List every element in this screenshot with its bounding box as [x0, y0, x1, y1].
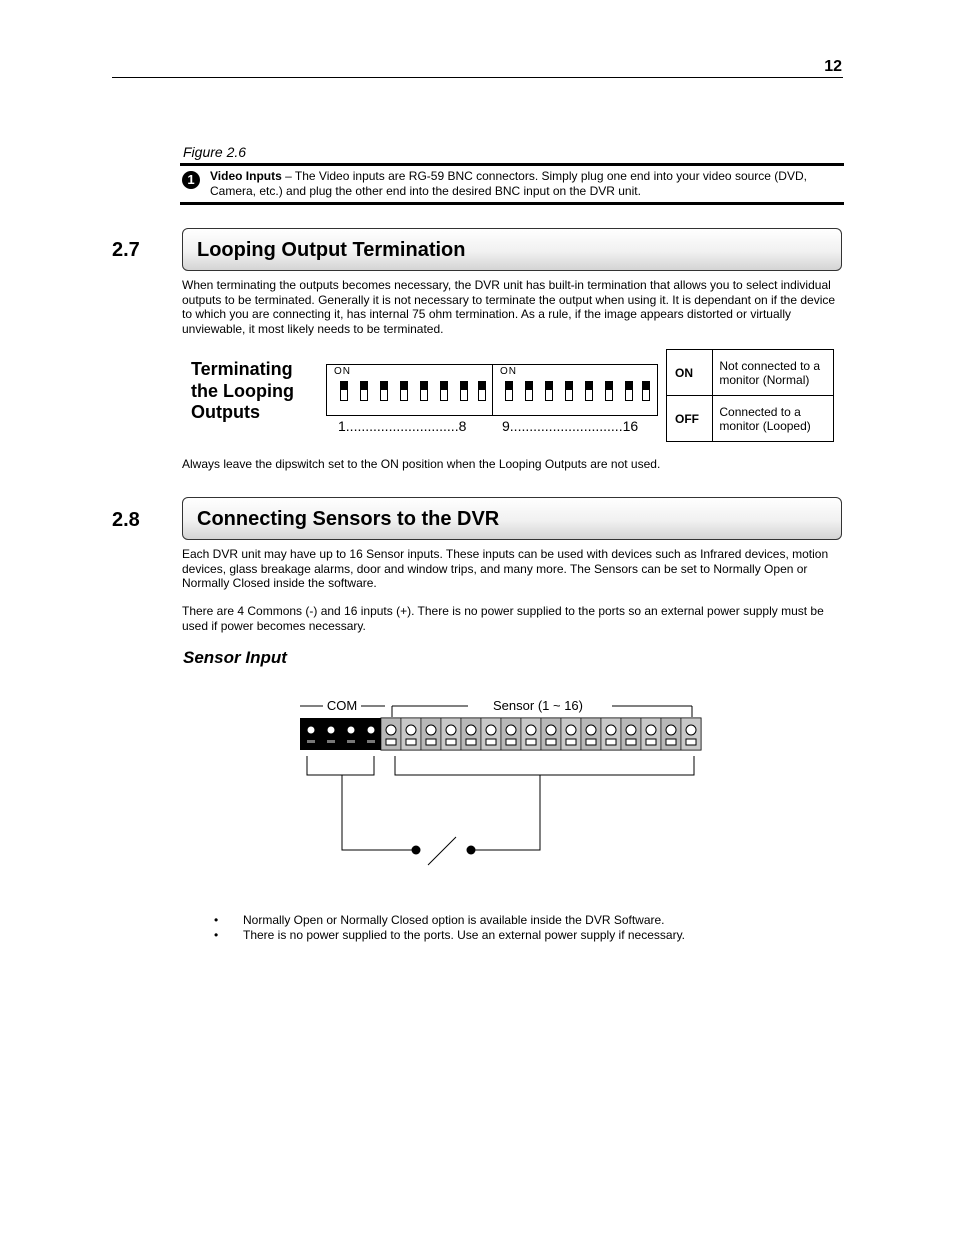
- sensor-terminal-slot: [586, 739, 596, 745]
- dip-switch: [478, 381, 486, 401]
- sensor-underbracket: [395, 756, 694, 775]
- com-terminal-slot: [307, 740, 315, 743]
- dip-on-label: ON: [334, 366, 351, 377]
- dip-switch: [585, 381, 593, 401]
- sensor-terminal-slot: [466, 739, 476, 745]
- terminating-label-line: the Looping: [191, 380, 294, 401]
- bullet-item: • There is no power supplied to the ports. Use an external power supply if necessary.: [214, 928, 685, 943]
- terminating-label-line: Terminating: [191, 359, 293, 379]
- sensor-terminal-slot: [406, 739, 416, 745]
- sensor-terminal-screw: [666, 725, 676, 735]
- dip-switch: [625, 381, 633, 401]
- sensor-terminal-screw: [606, 725, 616, 735]
- sensor-terminal-slot: [526, 739, 536, 745]
- dip-bank-1: [327, 365, 493, 415]
- sensor-terminal-slot: [506, 739, 516, 745]
- dip-switch: [565, 381, 573, 401]
- dip-switch: [505, 381, 513, 401]
- figure-legend-text: [210, 169, 840, 199]
- dip-switch: [360, 381, 368, 401]
- sensor-terminal-screw: [406, 725, 416, 735]
- sensor-terminal-screw: [586, 725, 596, 735]
- dip-switch: [340, 381, 348, 401]
- sensor-terminal-slot: [626, 739, 636, 745]
- dip-bank-2: [493, 365, 657, 415]
- sensor-terminals: [381, 718, 701, 750]
- section-number-27: 2.7: [112, 239, 140, 261]
- sensor-terminal-screw: [646, 725, 656, 735]
- page-number: 12: [824, 58, 842, 75]
- dip-range-right: 9.............................16: [502, 418, 639, 434]
- section-28-paragraph-1: Each DVR unit may have up to 16 Sensor inputs. These inputs can be used with devices such as Infrared devices, motion devices, glass breakage alarms, door and window trips, and many more. The Sensors can be set to Normally Open or Normally Closed inside the software.: [182, 547, 829, 591]
- bullet-list: [214, 913, 685, 943]
- sensor-terminal-slot: [486, 739, 496, 745]
- on-off-value: Connected to a monitor (Looped): [713, 396, 834, 442]
- com-wire: [342, 775, 416, 850]
- section-number-28: 2.8: [112, 509, 140, 531]
- sensor-terminal-screw: [466, 725, 476, 735]
- section-28-paragraph-2: There are 4 Commons (-) and 16 inputs (+). There is no power supplied to the ports so an external power supply must be used if power becomes necessary.: [182, 604, 824, 633]
- section-heading-28: [182, 497, 842, 540]
- dip-switch: [380, 381, 388, 401]
- com-underbracket: [307, 756, 374, 775]
- sensor-terminal-slot: [426, 739, 436, 745]
- dip-switch: [420, 381, 428, 401]
- terminating-label: [191, 359, 294, 424]
- dip-switch: [440, 381, 448, 401]
- sensor-terminal-screw: [546, 725, 556, 735]
- sensor-terminal-slot: [606, 739, 616, 745]
- dip-switch: [460, 381, 468, 401]
- dip-switch-diagram: [326, 364, 658, 416]
- on-off-key: OFF: [667, 396, 713, 442]
- terminating-label-line: Outputs: [191, 402, 260, 422]
- switch-lever-icon: [428, 837, 456, 865]
- sensor-terminal-screw: [386, 725, 396, 735]
- sensor-terminal-slot: [646, 739, 656, 745]
- callout-number-icon: 1: [182, 171, 200, 189]
- section-title-27: Looping Output Termination: [197, 239, 466, 261]
- sensor-terminal-screw: [566, 725, 576, 735]
- sensor-terminal-slot: [666, 739, 676, 745]
- sensor-terminal-slot: [686, 739, 696, 745]
- dip-on-label: ON: [500, 366, 517, 377]
- sensor-terminal-diagram: [296, 690, 708, 872]
- com-terminal-slot: [367, 740, 375, 743]
- sensor-terminal-screw: [626, 725, 636, 735]
- sensor-terminal-screw: [426, 725, 436, 735]
- dipswitch-note: Always leave the dipswitch set to the ON position when the Looping Outputs are not used.: [182, 457, 661, 471]
- on-off-row: [667, 350, 834, 396]
- dip-switch: [642, 381, 650, 401]
- dip-switch: [605, 381, 613, 401]
- sensor-terminal-screw: [526, 725, 536, 735]
- sensor-terminal-screw: [506, 725, 516, 735]
- sensor-terminal-slot: [386, 739, 396, 745]
- on-off-key: ON: [667, 350, 713, 396]
- legend-term: Video Inputs: [210, 169, 282, 183]
- com-terminal-screw: [328, 727, 335, 734]
- bullet-item: • Normally Open or Normally Closed option is available inside the DVR Software.: [214, 913, 685, 928]
- sensor-terminal-slot: [546, 739, 556, 745]
- sensor-terminal-screw: [686, 725, 696, 735]
- dip-switch: [400, 381, 408, 401]
- com-terminal-block: [300, 718, 381, 750]
- header-rule: [112, 77, 843, 78]
- figure-caption: Figure 2.6: [183, 144, 247, 160]
- sensor-terminal-slot: [446, 739, 456, 745]
- figure-legend-box: [180, 163, 844, 205]
- switch-contact-icon: [412, 846, 421, 855]
- dip-range-left: 1.............................8: [338, 418, 467, 434]
- on-off-table: [666, 349, 834, 442]
- sensor-range-label: Sensor (1 ~ 16): [493, 698, 583, 713]
- switch-contact-icon: [467, 846, 476, 855]
- com-terminal-screw: [348, 727, 355, 734]
- com-terminal-screw: [368, 727, 375, 734]
- dip-switch: [525, 381, 533, 401]
- sensor-wire: [471, 775, 540, 850]
- com-terminal-screw: [308, 727, 315, 734]
- com-label: COM: [326, 698, 358, 713]
- section-27-paragraph: When terminating the outputs becomes necessary, the DVR unit has built-in termination that allows you to select individual outputs to be terminated. Generally it is not necessary to terminate the output when using it. It is dependant on if the device to which you are connecting it, has internal 75 ohm termination. As a rule, if the image appears distorted or virtually unviewable, it most likely needs to be terminated.: [182, 278, 836, 336]
- section-heading-27: [182, 228, 842, 271]
- sensor-terminal-screw: [446, 725, 456, 735]
- legend-description: – The Video inputs are RG-59 BNC connectors. Simply plug one end into your video source (DVD, Camera, etc.) and plug the other end into the desired BNC input on the DVR unit.: [210, 169, 807, 198]
- section-title-28: Connecting Sensors to the DVR: [197, 508, 500, 530]
- sensor-input-heading: Sensor Input: [183, 648, 287, 667]
- dip-switch: [545, 381, 553, 401]
- on-off-row: [667, 396, 834, 442]
- com-terminal-slot: [327, 740, 335, 743]
- sensor-terminal-slot: [566, 739, 576, 745]
- com-terminal-slot: [347, 740, 355, 743]
- sensor-terminal-screw: [486, 725, 496, 735]
- on-off-value: Not connected to a monitor (Normal): [713, 350, 834, 396]
